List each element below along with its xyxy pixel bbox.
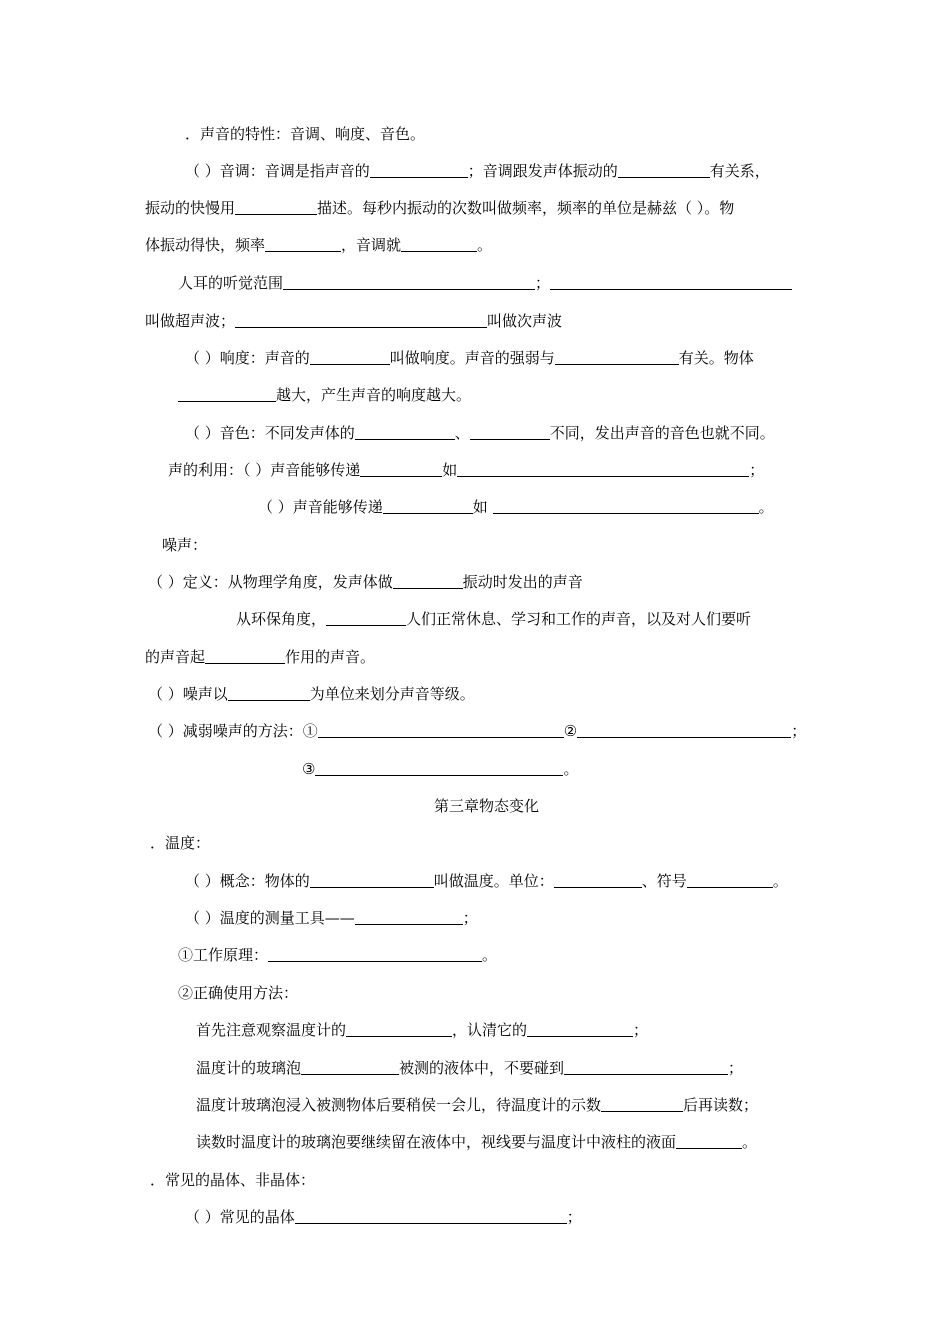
line-text: ② — [563, 722, 578, 740]
chapter-title — [434, 795, 539, 817]
blank-line[interactable] — [555, 347, 679, 365]
line-text: ．常见的晶体、非晶体： — [150, 1171, 316, 1189]
line-text: ； — [791, 722, 807, 740]
text-line — [148, 683, 475, 705]
line-text: 如 — [442, 461, 458, 479]
text-line — [148, 720, 806, 742]
line-text: ； — [566, 1208, 582, 1226]
line-text: 。 — [482, 946, 498, 964]
blank-line[interactable] — [235, 310, 487, 328]
text-line — [178, 944, 497, 966]
blank-line[interactable] — [346, 1019, 452, 1037]
blank-line[interactable] — [401, 234, 477, 252]
line-text: 描述。每秒内振动的次数叫做频率，频率的单位是赫兹（ ）。物 — [317, 199, 735, 217]
line-text: （ ）定义：从物理学角度，发声体做 — [148, 573, 393, 591]
blank-line[interactable] — [310, 347, 390, 365]
text-line — [145, 310, 562, 332]
line-text: 振动时发出的声音 — [462, 573, 583, 591]
line-text: ，认清它的 — [452, 1021, 528, 1039]
line-text: ； — [535, 274, 551, 292]
blank-line[interactable] — [283, 272, 535, 290]
text-line — [185, 907, 478, 929]
blank-line[interactable] — [355, 422, 455, 440]
line-text: 。 — [758, 498, 774, 516]
line-text: 有关。物体 — [678, 349, 754, 367]
blank-line[interactable] — [355, 907, 463, 925]
line-text: 读数时温度计的玻璃泡要继续留在液体中，视线要与温度计中液柱的液面 — [196, 1133, 677, 1151]
blank-line[interactable] — [383, 496, 473, 514]
text-line — [168, 459, 764, 481]
line-text: 。 — [563, 760, 579, 778]
line-text: 。 — [477, 236, 493, 254]
line-text: （ ）减弱噪声的方法：① — [148, 722, 318, 740]
blank-line[interactable] — [577, 720, 791, 738]
line-text: ； — [633, 1021, 649, 1039]
text-line — [185, 870, 788, 892]
line-text: 噪声： — [162, 536, 208, 554]
line-text: 体振动得快，频率 — [145, 236, 266, 254]
line-text: （ ）声音能够传递 — [258, 498, 383, 516]
blank-line[interactable] — [470, 422, 550, 440]
line-text: 为单位来划分声音等级。 — [309, 685, 475, 703]
line-text: 人耳的听觉范围 — [178, 274, 284, 292]
text-line — [185, 1206, 582, 1228]
text-line — [185, 422, 775, 444]
blank-line[interactable] — [564, 1057, 728, 1075]
line-text: 越大，产生声音的响度越大。 — [276, 386, 472, 404]
blank-line[interactable] — [318, 720, 564, 738]
text-line — [145, 197, 734, 219]
line-text: （ ）概念：物体的 — [185, 872, 310, 890]
text-line — [178, 384, 471, 406]
text-line — [178, 272, 792, 294]
line-text: 振动的快慢用 — [145, 199, 236, 217]
blank-line[interactable] — [618, 160, 710, 178]
text-line — [150, 832, 210, 854]
line-text: 如 — [472, 498, 493, 516]
text-line — [236, 608, 751, 630]
blank-line[interactable] — [310, 870, 434, 888]
line-text: 温度计玻璃泡浸入被测物体后要稍侯一会儿，待温度计的示数 — [196, 1096, 602, 1114]
text-line — [196, 1094, 758, 1116]
line-text: 的声音起 — [145, 648, 206, 666]
line-text: ②正确使用方法： — [178, 984, 299, 1002]
line-text: 有关系， — [709, 162, 770, 180]
text-line — [196, 1019, 648, 1041]
line-text: ①工作原理： — [178, 946, 269, 964]
line-text: （ ）音调：音调是指声音的 — [185, 162, 370, 180]
blank-line[interactable] — [295, 1206, 567, 1224]
text-line — [150, 1169, 315, 1191]
blank-line[interactable] — [268, 944, 482, 962]
text-line — [185, 347, 754, 369]
line-text: 叫做温度。单位： — [433, 872, 554, 890]
blank-line[interactable] — [527, 1019, 633, 1037]
blank-line[interactable] — [235, 197, 317, 215]
blank-line[interactable] — [370, 160, 468, 178]
blank-line[interactable] — [301, 1057, 399, 1075]
line-text: （ ）温度的测量工具—— — [185, 909, 355, 927]
line-text: 人们正常休息、学习和工作的声音，以及对人们要听 — [406, 610, 752, 628]
blank-line[interactable] — [493, 496, 759, 514]
text-line — [148, 571, 583, 593]
text-line — [162, 534, 207, 556]
blank-line[interactable] — [326, 608, 406, 626]
blank-line[interactable] — [601, 1094, 683, 1112]
blank-line[interactable] — [457, 459, 749, 477]
blank-line[interactable] — [393, 571, 463, 589]
line-text: 作用的声音。 — [285, 648, 376, 666]
text-line — [185, 160, 770, 182]
line-text: ； — [728, 1059, 744, 1077]
blank-line[interactable] — [550, 272, 792, 290]
chapter-title-text: 第三章物态变化 — [434, 797, 540, 815]
line-text: ； — [749, 461, 765, 479]
blank-line[interactable] — [687, 870, 773, 888]
line-text: 。 — [742, 1133, 758, 1151]
line-text: 叫做次声波 — [487, 312, 563, 330]
text-line — [196, 1057, 743, 1079]
text-line — [178, 982, 298, 1004]
line-text: 后再读数； — [683, 1096, 759, 1114]
line-text: 温度计的玻璃泡 — [196, 1059, 302, 1077]
line-text: （ ）音色：不同发声体的 — [185, 424, 355, 442]
line-text: 、符号 — [641, 872, 687, 890]
line-text: 叫做响度。声音的强弱与 — [389, 349, 555, 367]
line-text: 声的利用：（ ）声音能够传递 — [168, 461, 361, 479]
text-line — [145, 646, 375, 668]
blank-line[interactable] — [315, 758, 563, 776]
blank-line[interactable] — [265, 234, 341, 252]
text-line — [185, 123, 425, 145]
blank-line[interactable] — [360, 459, 442, 477]
line-text: 、 — [454, 424, 470, 442]
blank-line[interactable] — [554, 870, 642, 888]
line-text: ．温度： — [150, 834, 211, 852]
text-line — [196, 1131, 757, 1153]
line-text: （ ）响度：声音的 — [185, 349, 310, 367]
blank-line[interactable] — [178, 384, 276, 402]
text-line — [302, 758, 578, 780]
line-text: 被测的液体中，不要碰到 — [399, 1059, 565, 1077]
blank-line[interactable] — [676, 1131, 742, 1149]
blank-line[interactable] — [228, 683, 310, 701]
line-text: （ ）常见的晶体 — [185, 1208, 295, 1226]
line-text: （ ）噪声以 — [148, 685, 228, 703]
line-text: 不同，发出声音的音色也就不同。 — [549, 424, 775, 442]
text-line — [145, 234, 492, 256]
blank-line[interactable] — [205, 646, 285, 664]
line-text: 首先注意观察温度计的 — [196, 1021, 347, 1039]
line-text: ，音调就 — [341, 236, 402, 254]
line-text: 叫做超声波； — [145, 312, 236, 330]
line-text: ．声音的特性：音调、响度、音色。 — [185, 125, 426, 143]
line-text: ；音调跟发声体振动的 — [467, 162, 618, 180]
line-text: 。 — [772, 872, 788, 890]
line-text: 从环保角度， — [236, 610, 327, 628]
line-text: ； — [462, 909, 478, 927]
line-text: ③ — [302, 760, 316, 778]
text-line — [258, 496, 774, 518]
